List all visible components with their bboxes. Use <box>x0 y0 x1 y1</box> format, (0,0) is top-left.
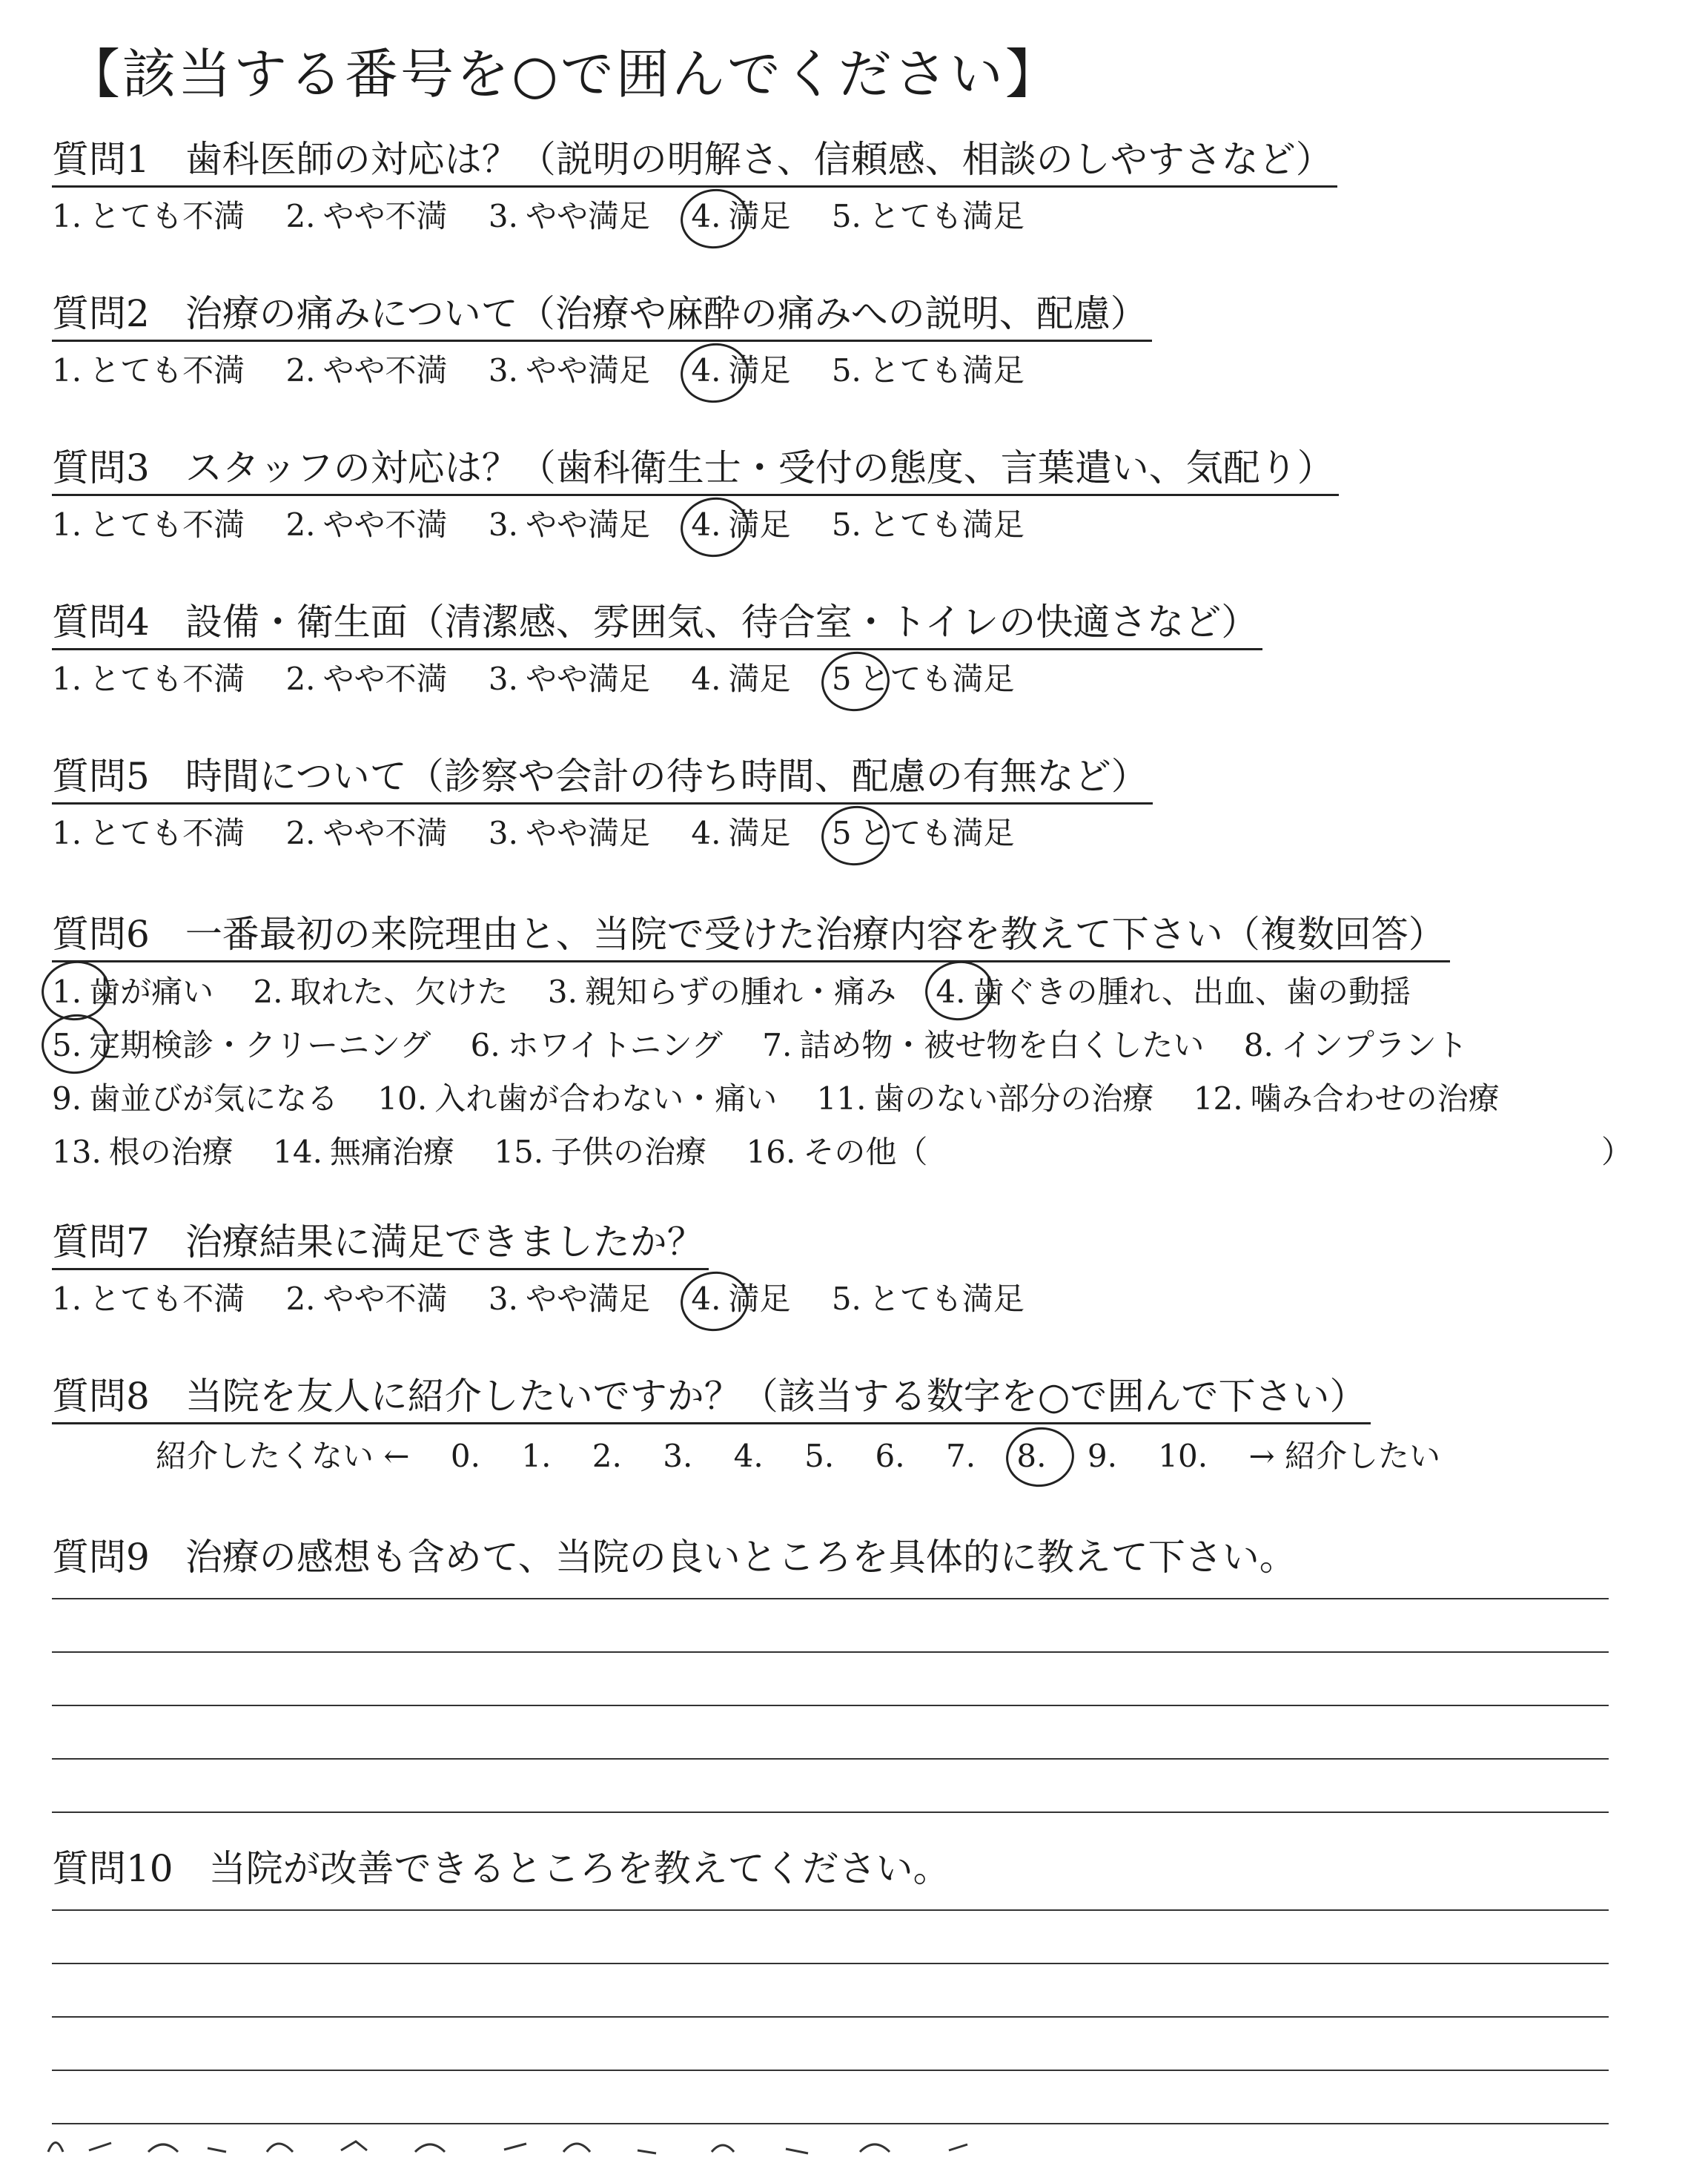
answer-line[interactable] <box>52 1599 1609 1653</box>
answer-line[interactable] <box>52 2018 1609 2071</box>
question-8 <box>52 1370 1472 1481</box>
scale-5[interactable]: 5. <box>804 1438 835 1474</box>
option-2[interactable]: 2. やや不満 <box>285 506 448 543</box>
scale-3[interactable]: 3. <box>663 1438 693 1474</box>
question-number: 質問4 <box>52 601 150 644</box>
option-2[interactable]: 2. やや不満 <box>285 352 448 389</box>
reason-8[interactable]: 8. インプラント <box>1243 1027 1468 1063</box>
question-2-heading <box>52 288 1152 342</box>
rating-options <box>52 1276 1056 1322</box>
answer-lines-q9[interactable] <box>52 1546 1609 1813</box>
question-1 <box>52 133 1337 240</box>
reason-12[interactable]: 12. 噛み合わせの治療 <box>1193 1080 1500 1117</box>
question-6 <box>52 908 1668 1179</box>
question-text: スタッフの対応は？（歯科衛生士・受付の態度、言葉遣い、気配り） <box>185 446 1334 489</box>
option-4-circled[interactable]: 4. 満足 <box>691 1276 790 1322</box>
option-1[interactable]: 1. とても不満 <box>52 352 245 389</box>
option-1[interactable]: 1. とても不満 <box>52 815 245 851</box>
answer-line[interactable] <box>52 1706 1609 1760</box>
scale-0[interactable]: 0. <box>450 1438 480 1474</box>
rating-options <box>52 810 1153 856</box>
reason-15[interactable]: 15. 子供の治療 <box>494 1134 707 1170</box>
option-5[interactable]: 5. とても満足 <box>831 198 1025 234</box>
option-5-circled[interactable]: 5 とても満足 <box>832 810 1015 856</box>
option-2[interactable]: 2. やや不満 <box>285 1281 448 1317</box>
question-text: 治療結果に満足できましたか？ <box>185 1221 704 1264</box>
question-3 <box>52 442 1339 548</box>
scale-4[interactable]: 4. <box>733 1438 764 1474</box>
other-close-paren: ） <box>1601 1134 1633 1170</box>
answer-line[interactable] <box>52 1760 1609 1813</box>
reason-11[interactable]: 11. 歯のない部分の治療 <box>816 1080 1154 1117</box>
question-number: 質問9 <box>52 1536 150 1579</box>
rating-options <box>52 502 1339 548</box>
reason-4-circled[interactable]: 4. 歯ぐきの腫れ、出血、歯の動揺 <box>936 965 1411 1019</box>
multi-choice-options <box>52 965 1668 1179</box>
option-2[interactable]: 2. やや不満 <box>285 198 448 234</box>
question-number: 質問2 <box>52 292 150 335</box>
question-6-heading <box>52 908 1450 962</box>
reason-13[interactable]: 13. 根の治療 <box>52 1134 234 1170</box>
rating-options <box>52 348 1152 394</box>
question-2 <box>52 288 1152 394</box>
answer-line[interactable] <box>52 1653 1609 1706</box>
rating-options <box>52 194 1337 240</box>
scale-9[interactable]: 9. <box>1087 1438 1117 1474</box>
question-text: 当院が改善できるところを教えてください。 <box>208 1847 950 1890</box>
question-1-heading <box>52 133 1337 188</box>
question-number: 質問10 <box>52 1847 173 1890</box>
option-2[interactable]: 2. やや不満 <box>285 661 448 697</box>
question-text: 歯科医師の対応は？（説明の明解さ、信頼感、相談のしやすさなど） <box>185 138 1333 181</box>
cut-off-handwriting <box>44 2130 1008 2159</box>
scale-right-label: → 紹介したい <box>1248 1438 1440 1474</box>
option-1[interactable]: 1. とても不満 <box>52 661 245 697</box>
answer-line[interactable] <box>52 1911 1609 1964</box>
answer-line[interactable] <box>52 1964 1609 2018</box>
option-4-circled[interactable]: 4. 満足 <box>691 502 790 548</box>
question-text: 時間について（診察や会計の待ち時間、配慮の有無など） <box>185 755 1148 798</box>
option-4-circled[interactable]: 4. 満足 <box>691 194 790 240</box>
reason-2[interactable]: 2. 取れた、欠けた <box>253 974 509 1010</box>
option-4[interactable]: 4. 満足 <box>691 815 791 851</box>
reason-14[interactable]: 14. 無痛治療 <box>273 1134 454 1170</box>
question-4 <box>52 596 1262 702</box>
scale-6[interactable]: 6. <box>875 1438 905 1474</box>
reason-16-other[interactable]: 16. その他（ <box>746 1134 928 1170</box>
question-text: 一番最初の来院理由と、当院で受けた治療内容を教えて下さい（複数回答） <box>185 913 1446 956</box>
question-number: 質問6 <box>52 913 150 956</box>
recommend-scale <box>52 1432 1472 1481</box>
scale-10[interactable]: 10. <box>1158 1438 1208 1474</box>
reason-7[interactable]: 7. 詰め物・被せ物を白くしたい <box>762 1027 1205 1063</box>
question-7-heading <box>52 1216 709 1270</box>
option-1[interactable]: 1. とても不満 <box>52 198 245 234</box>
answer-line[interactable] <box>52 2071 1609 2124</box>
scale-1[interactable]: 1. <box>521 1438 552 1474</box>
question-text: 治療の感想も含めて、当院の良いところを具体的に教えて下さい。 <box>185 1536 1297 1579</box>
scale-7[interactable]: 7. <box>945 1438 976 1474</box>
scale-2[interactable]: 2. <box>592 1438 622 1474</box>
question-5-heading <box>52 750 1153 805</box>
answer-lines-q10[interactable] <box>52 1857 1609 2124</box>
reason-1-circled[interactable]: 1. 歯が痛い <box>52 965 214 1019</box>
answer-line[interactable] <box>52 1857 1609 1911</box>
option-2[interactable]: 2. やや不満 <box>285 815 448 851</box>
scale-8-circled[interactable]: 8. <box>1016 1432 1046 1481</box>
answer-line[interactable] <box>52 1546 1609 1599</box>
question-3-heading <box>52 442 1339 496</box>
reason-3[interactable]: 3. 親知らずの腫れ・痛み <box>547 974 896 1010</box>
question-7 <box>52 1216 1056 1322</box>
option-1[interactable]: 1. とても不満 <box>52 1281 245 1317</box>
question-8-heading <box>52 1370 1371 1424</box>
option-3[interactable]: 3. やや満足 <box>488 198 650 234</box>
option-5[interactable]: 5. とても満足 <box>831 352 1025 389</box>
option-5-circled[interactable]: 5 とても満足 <box>832 656 1015 702</box>
question-number: 質問7 <box>52 1221 150 1264</box>
question-5 <box>52 750 1153 856</box>
reason-6[interactable]: 6. ホワイトニング <box>470 1027 723 1063</box>
form-title: 【該当する番号を○で囲んでください】 <box>67 43 1061 105</box>
option-4[interactable]: 4. 満足 <box>691 661 791 697</box>
question-4-heading <box>52 596 1262 650</box>
option-3[interactable]: 3. やや満足 <box>488 352 650 389</box>
question-number: 質問1 <box>52 138 150 181</box>
option-3[interactable]: 3. やや満足 <box>488 815 650 851</box>
option-3[interactable]: 3. やや満足 <box>488 506 650 543</box>
option-4-circled[interactable]: 4. 満足 <box>691 348 790 394</box>
option-5[interactable]: 5. とても満足 <box>831 1281 1025 1317</box>
rating-options <box>52 656 1262 702</box>
option-5[interactable]: 5. とても満足 <box>831 506 1025 543</box>
reason-5-circled[interactable]: 5. 定期検診・クリーニング <box>52 1019 431 1072</box>
question-number: 質問5 <box>52 755 150 798</box>
question-text: 治療の痛みについて（治療や麻酔の痛みへの説明、配慮） <box>185 292 1148 335</box>
question-number: 質問3 <box>52 446 150 489</box>
option-3[interactable]: 3. やや満足 <box>488 1281 650 1317</box>
option-1[interactable]: 1. とても不満 <box>52 506 245 543</box>
question-number: 質問8 <box>52 1375 150 1418</box>
reason-10[interactable]: 10. 入れ歯が合わない・痛い <box>377 1080 778 1117</box>
question-text: 設備・衛生面（清潔感、雰囲気、待合室・トイレの快適さなど） <box>185 601 1259 644</box>
question-text: 当院を友人に紹介したいですか？（該当する数字を○で囲んで下さい） <box>185 1375 1367 1418</box>
scale-left-label: 紹介したくない ← <box>156 1438 410 1474</box>
reason-9[interactable]: 9. 歯並びが気になる <box>52 1080 339 1117</box>
option-3[interactable]: 3. やや満足 <box>488 661 650 697</box>
